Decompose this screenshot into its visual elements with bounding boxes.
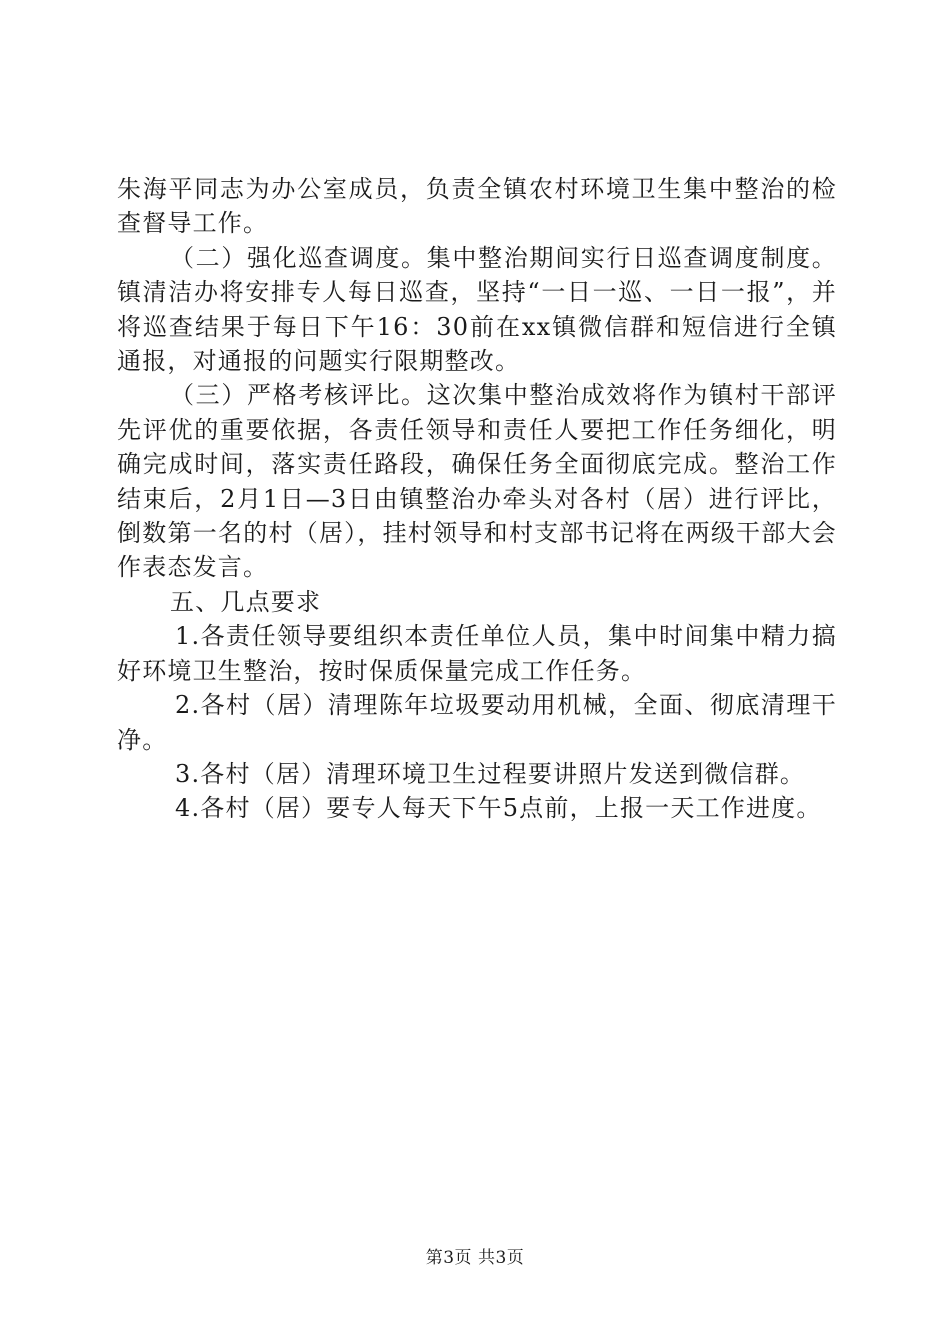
page-footer: 第3页 共3页 [425,1248,525,1268]
requirement-item-2: 2.各村（居）清理陈年垃圾要动用机械，全面、彻底清理干净。 [117,691,837,754]
document-body [117,172,837,826]
requirement-item-3: 3.各村（居）清理环境卫生过程要讲照片发送到微信群。 [175,759,806,788]
paragraph-continuation: 朱海平同志为办公室成员，负责全镇农村环境卫生集中整治的检查督导工作。 [117,175,837,238]
section-heading-requirements: 五、几点要求 [170,587,322,616]
paragraph-patrol-scheduling: （二）强化巡查调度。集中整治期间实行日巡查调度制度。镇清洁办将安排专人每日巡查，坚持“一日一巡、一日一报”，并将巡查结果于每日下午16：30前在xx镇微信群和短信进行全镇通报，对通报的问题实行限期整改。 [117,243,837,376]
requirement-item-1: 1.各责任领导要组织本责任单位人员，集中时间集中精力搞好环境卫生整治，按时保质保量完成工作任务。 [117,622,837,685]
paragraph-assessment: （三）严格考核评比。这次集中整治成效将作为镇村干部评先评优的重要依据，各责任领导和责任人要把工作任务细化，明确完成时间，落实责任路段，确保任务全面彻底完成。整治工作结束后，2月1日—3日由镇整治办牵头对各村（居）进行评比，倒数第一名的村（居），挂村领导和村支部书记将在两级干部大会作表态发言。 [117,381,837,582]
requirement-item-4: 4.各村（居）要专人每天下午5点前，上报一天工作进度。 [175,794,822,823]
